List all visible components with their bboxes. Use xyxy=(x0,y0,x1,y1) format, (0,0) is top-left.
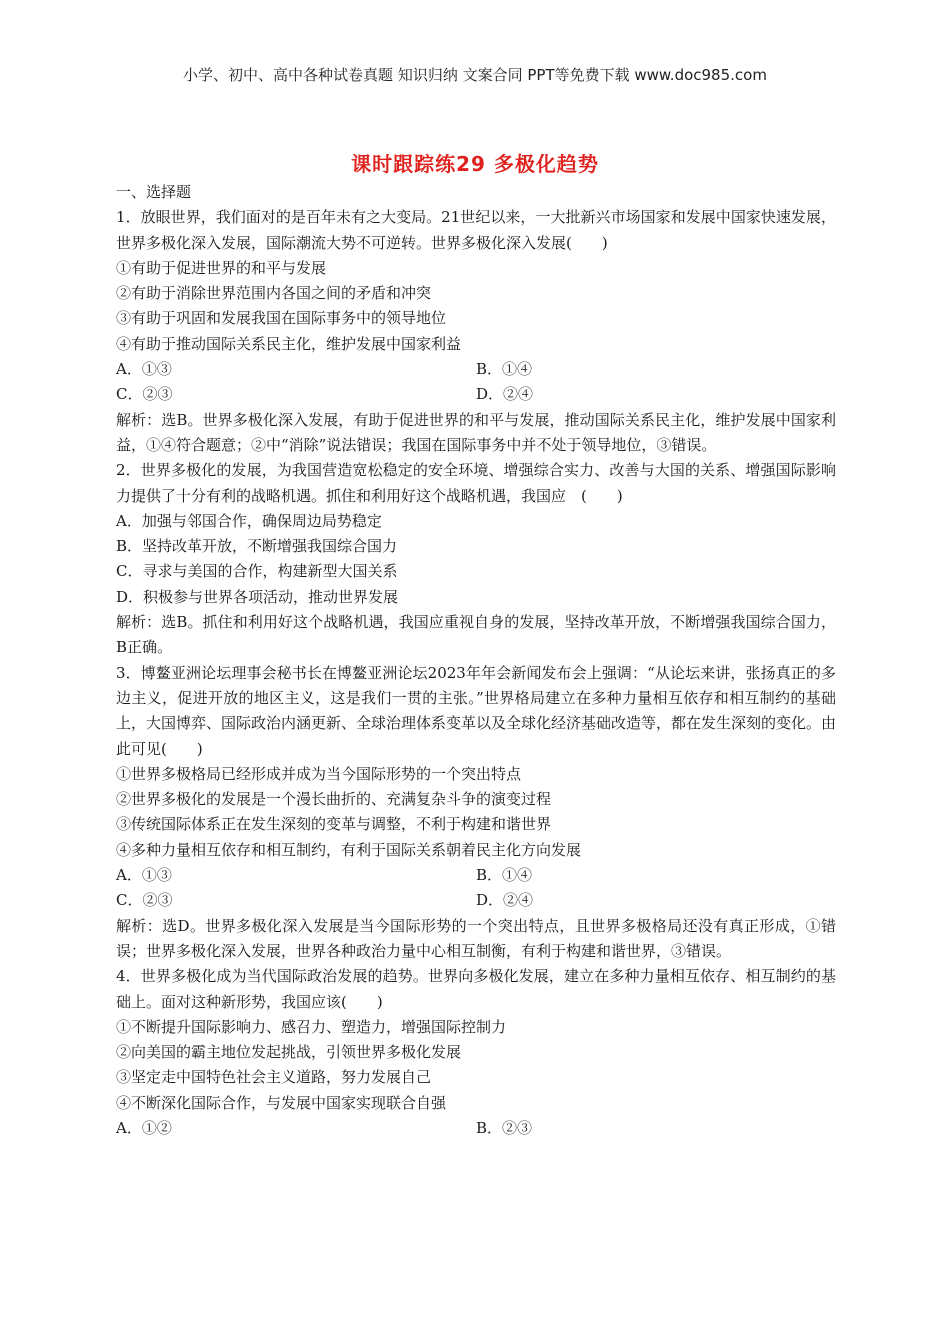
q4-stem: 4．世界多极化成为当代国际政治发展的趋势。世界向多极化发展，建立在多种力量相互依存、相互制约的基础上。面对这种新形势，我国应该( ) xyxy=(116,967,836,1011)
page-title: 课时跟踪练29 多极化趋势 xyxy=(351,152,599,176)
q2-stem: 2．世界多极化的发展，为我国营造宽松稳定的安全环境、增强综合实力、改善与大国的关系、增强国际影响力提供了十分有利的战略机遇。抓住和利用好这个战略机遇，我国应 ( ) xyxy=(116,461,836,505)
q4-option-b: B．②③ xyxy=(476,1118,533,1137)
q3-item: ①世界多极格局已经形成并成为当今国际形势的一个突出特点 xyxy=(116,764,522,783)
q3-item: ②世界多极化的发展是一个漫长曲折的、充满复杂斗争的演变过程 xyxy=(116,790,552,809)
q1-option-a: A．①③ xyxy=(116,360,172,379)
q1-item: ②有助于消除世界范围内各国之间的矛盾和冲突 xyxy=(116,284,432,303)
q1-options-row2 xyxy=(116,382,836,407)
q3-option-c: C．②③ xyxy=(116,891,173,910)
q1-option-d: D．②④ xyxy=(476,385,534,404)
q3-analysis: 解析：选D。世界多极化深入发展是当今国际形势的一个突出特点，且世界多极格局还没有真正形成，①错误；世界多极化深入发展，世界各种政治力量中心相互制衡，有利于构建和谐世界，③错误。 xyxy=(116,916,836,960)
q4-item: ②向美国的霸主地位发起挑战，引领世界多极化发展 xyxy=(116,1043,462,1062)
q1-analysis: 解析：选B。世界多极化深入发展，有助于促进世界的和平与发展，推动国际关系民主化，维护发展中国家利益，①④符合题意；②中“消除”说法错误；我国在国际事务中并不处于领导地位，③错误。 xyxy=(116,410,836,454)
q3-item: ④多种力量相互依存和相互制约，有利于国际关系朝着民主化方向发展 xyxy=(116,840,582,859)
q1-item: ④有助于推动国际关系民主化，维护发展中国家利益 xyxy=(116,334,462,353)
site-header: 小学、初中、高中各种试卷真题 知识归纳 文案合同 PPT等免费下载 www.doc985.com xyxy=(183,66,767,84)
q2-option-c: C．寻求与美国的合作，构建新型大国关系 xyxy=(116,562,398,581)
q3-option-b: B．①④ xyxy=(476,866,533,885)
q2-analysis: 解析：选B。抓住和利用好这个战略机遇，我国应重视自身的发展，坚持改革开放，不断增强我国综合国力，B正确。 xyxy=(116,613,836,657)
q4-options-row1 xyxy=(116,1116,836,1141)
q3-option-d: D．②④ xyxy=(476,891,534,910)
q3-stem: 3．博鳌亚洲论坛理事会秘书长在博鳌亚洲论坛2023年年会新闻发布会上强调：“从论坛来讲，张扬真正的多边主义，促进开放的地区主义，这是我们一贯的主张。”世界格局建立在多种力量相互依存和相互制约的基础上，大国博弈、国际政治内涵更新、全球治理体系变革以及全球化经济基础改造等，都在发生深刻的变化。由此可见( ) xyxy=(116,663,837,758)
q3-options-row1 xyxy=(116,863,836,888)
q4-option-a: A．①② xyxy=(116,1118,172,1137)
q4-item: ③坚定走中国特色社会主义道路，努力发展自己 xyxy=(116,1068,432,1087)
q2-option-b: B．坚持改革开放，不断增强我国综合国力 xyxy=(116,537,398,556)
q4-item: ④不断深化国际合作，与发展中国家实现联合自强 xyxy=(116,1093,447,1112)
q2-option-a: A．加强与邻国合作，确保周边局势稳定 xyxy=(116,511,382,530)
q4-item: ①不断提升国际影响力、感召力、塑造力，增强国际控制力 xyxy=(116,1017,507,1036)
q3-options-row2 xyxy=(116,888,836,913)
q1-item: ①有助于促进世界的和平与发展 xyxy=(116,258,327,277)
q1-item: ③有助于巩固和发展我国在国际事务中的领导地位 xyxy=(116,309,447,328)
q3-item: ③传统国际体系正在发生深刻的变革与调整，不利于构建和谐世界 xyxy=(116,815,552,834)
q1-option-c: C．②③ xyxy=(116,385,173,404)
content xyxy=(116,180,836,1141)
q3-option-a: A．①③ xyxy=(116,866,172,885)
q1-option-b: B．①④ xyxy=(476,360,533,379)
q1-options-row1 xyxy=(116,357,836,382)
section-heading: 一、选择题 xyxy=(116,183,192,201)
q2-option-d: D．积极参与世界各项活动，推动世界发展 xyxy=(116,587,399,606)
q1-stem: 1．放眼世界，我们面对的是百年未有之大变局。21世纪以来，一大批新兴市场国家和发展中国家快速发展，世界多极化深入发展，国际潮流大势不可逆转。世界多极化深入发展( ) xyxy=(116,208,836,252)
